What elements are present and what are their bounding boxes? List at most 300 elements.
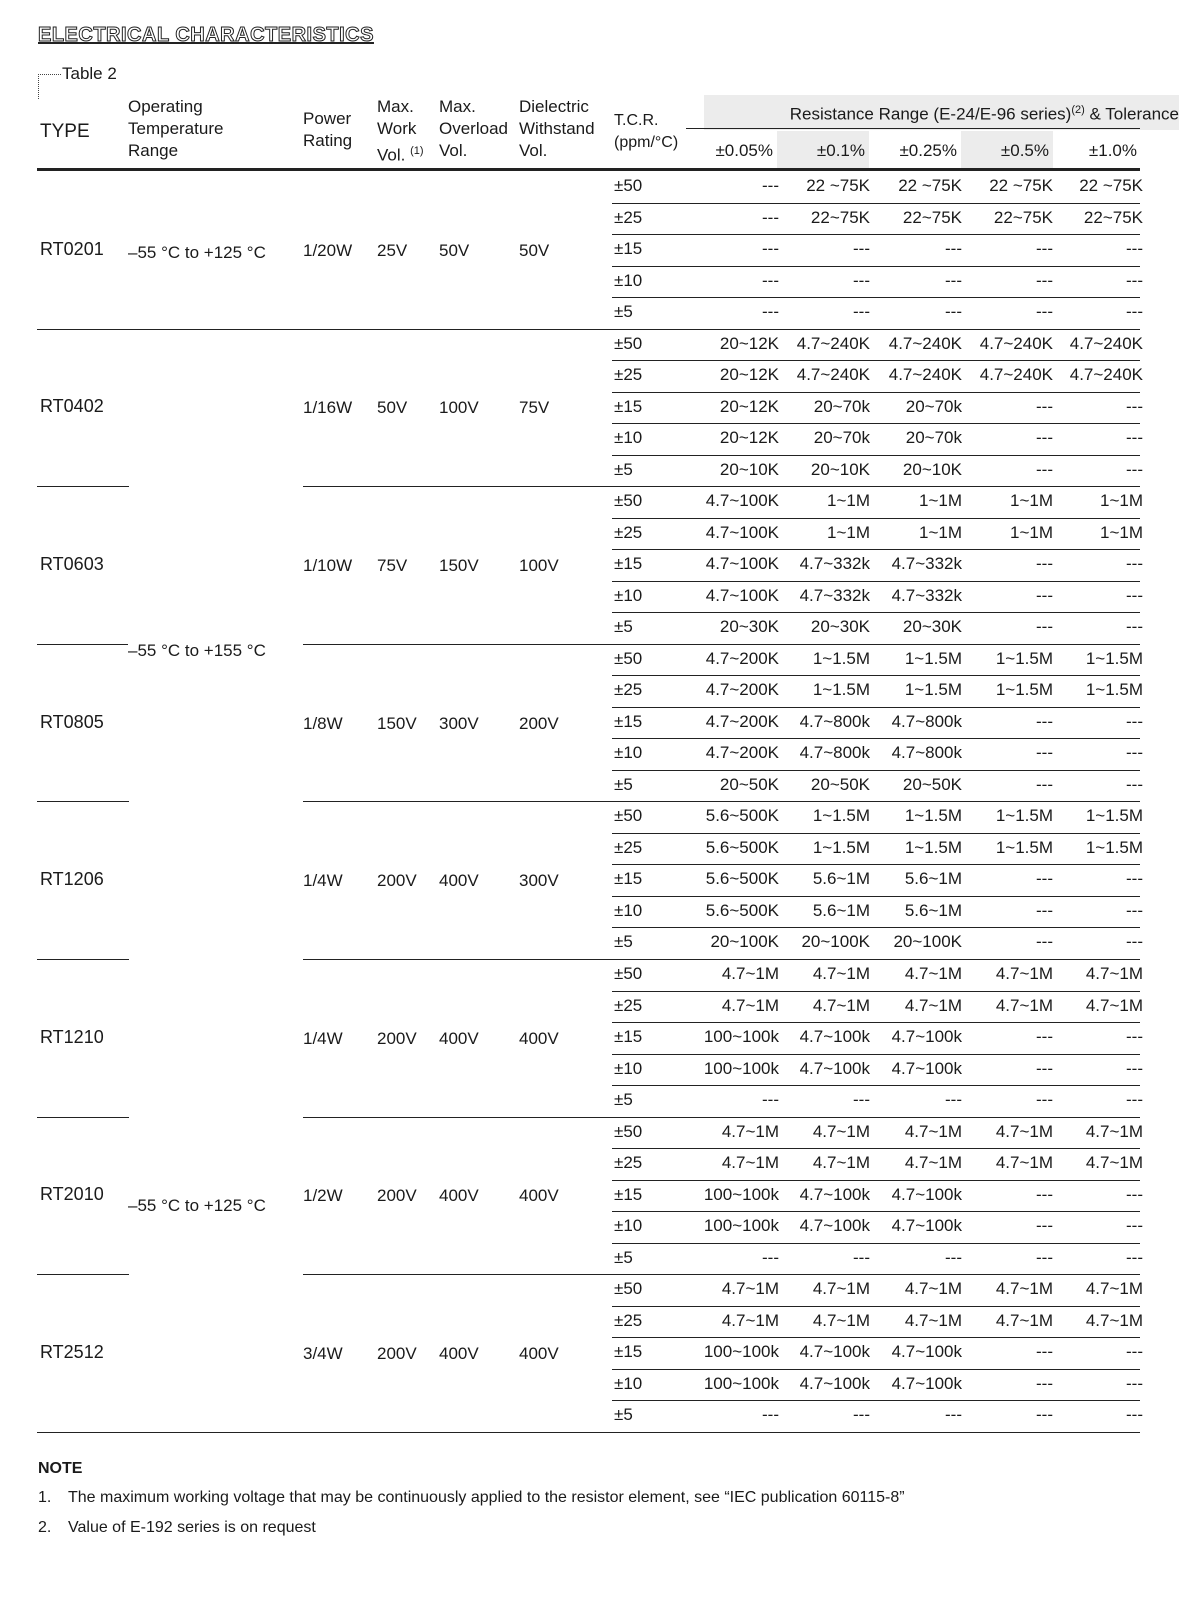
tcr-cell: ±5 <box>614 1405 633 1425</box>
group-divider <box>303 1117 1140 1118</box>
resistance-cell: 4.7~1M <box>812 964 870 983</box>
overload-voltage-cell: 300V <box>439 713 479 733</box>
resistance-cell: --- <box>762 176 779 195</box>
resistance-cell: --- <box>1036 711 1053 731</box>
header-op-temp-line: Temperature <box>128 119 224 138</box>
resistance-cell: --- <box>853 1405 870 1425</box>
header-resistance-range <box>704 99 1179 126</box>
resistance-cell: --- <box>1126 396 1143 416</box>
note-item <box>38 1489 905 1507</box>
resistance-cell: 1~1.5M <box>812 837 870 857</box>
resistance-cell: --- <box>1126 617 1143 637</box>
resistance-cell: 1~1.5M <box>904 648 962 668</box>
resistance-cell: 20~100K <box>801 932 870 952</box>
resistance-cell: 4.7~332k <box>799 585 870 605</box>
resistance-cell: 4.7~1M <box>1085 1310 1143 1330</box>
power-cell: 1/4W <box>303 1028 343 1048</box>
resistance-cell: 4.7~100k <box>799 1216 870 1236</box>
tcr-cell: ±5 <box>614 774 633 794</box>
resistance-cell: 4.7~1M <box>721 1310 779 1330</box>
resistance-cell: 20~10K <box>810 459 870 479</box>
resistance-cell: --- <box>853 302 870 321</box>
resistance-cell: 20~30K <box>810 617 870 637</box>
resistance-cell: --- <box>1036 932 1053 952</box>
overload-voltage-cell: 400V <box>439 871 479 891</box>
header-bottom-rule <box>37 168 1140 171</box>
type-cell: RT0201 <box>40 238 104 259</box>
row-divider <box>612 1054 1140 1055</box>
resistance-cell: --- <box>1036 900 1053 920</box>
row-divider <box>612 360 1140 361</box>
row-divider <box>612 1337 1140 1338</box>
tcr-cell: ±50 <box>614 1279 643 1299</box>
resistance-cell: --- <box>1036 554 1053 574</box>
group-divider <box>303 1274 1140 1275</box>
power-cell: 3/4W <box>303 1344 343 1363</box>
group-divider <box>37 644 129 645</box>
type-cell: RT0805 <box>40 711 104 732</box>
header-max-overload <box>439 96 508 162</box>
row-divider <box>612 1369 1140 1370</box>
tcr-cell: ±50 <box>614 806 643 826</box>
resistance-cell: 5.6~1M <box>904 869 962 889</box>
header-op-temp-line: Range <box>128 141 179 160</box>
resistance-cell: 20~10K <box>719 459 779 479</box>
resistance-cell: 1~1M <box>827 522 870 542</box>
resistance-cell: --- <box>1036 869 1053 889</box>
row-divider <box>612 455 1140 456</box>
tolerance-header: ±1.0% <box>1088 141 1137 160</box>
resistance-cell: 4.7~1M <box>904 1310 962 1330</box>
resistance-cell: 4.7~332k <box>891 554 962 574</box>
resistance-cell: 1~1.5M <box>812 648 870 668</box>
tcr-cell: ±50 <box>614 648 643 668</box>
note-heading: NOTE <box>38 1460 83 1477</box>
note-number: 1. <box>38 1489 52 1506</box>
tcr-cell: ±25 <box>614 995 643 1015</box>
resistance-cell: --- <box>1036 1216 1053 1236</box>
tcr-cell: ±50 <box>614 491 643 511</box>
resistance-cell: --- <box>762 1405 779 1425</box>
temp-range-rt2010: –55 °C to +125 °C <box>128 1196 266 1215</box>
resistance-cell: 4.7~1M <box>812 1153 870 1173</box>
resistance-cell: 4.7~1M <box>721 1153 779 1173</box>
resistance-cell: --- <box>1126 743 1143 763</box>
resistance-cell: 4.7~1M <box>995 1121 1053 1141</box>
resistance-cell: 22~75K <box>993 207 1053 227</box>
resistance-cell: 4.7~800k <box>799 743 870 763</box>
resistance-cell: 4.7~240K <box>888 333 962 353</box>
resistance-cell: 1~1M <box>827 491 870 511</box>
resistance-cell: 4.7~100k <box>799 1058 870 1078</box>
resistance-cell: 20~70k <box>905 428 962 448</box>
resistance-cell: 4.7~1M <box>995 1153 1053 1173</box>
resistance-cell: 4.7~100K <box>705 522 779 542</box>
resistance-cell: --- <box>762 302 779 321</box>
resistance-cell: 100~100k <box>703 1027 779 1046</box>
resistance-cell: --- <box>1126 869 1143 889</box>
table-label-bracket <box>38 74 61 99</box>
work-voltage-cell: 150V <box>377 713 417 733</box>
note-number: 2. <box>38 1519 52 1536</box>
header-power-line: Rating <box>303 131 353 150</box>
resistance-cell: 22~75K <box>902 207 962 227</box>
tcr-cell: ±25 <box>614 522 643 542</box>
resistance-cell: 20~50K <box>719 774 779 794</box>
resistance-cell: --- <box>945 270 962 290</box>
group-divider <box>37 959 129 960</box>
header-type: TYPE <box>40 121 90 142</box>
resistance-cell: 1~1.5M <box>1085 680 1143 700</box>
row-divider <box>612 549 1140 550</box>
resistance-cell: --- <box>1036 1247 1053 1267</box>
resistance-cell: 5.6~500K <box>705 900 779 920</box>
resistance-cell: 4.7~240K <box>979 365 1053 385</box>
header-power <box>303 108 352 152</box>
resistance-cell: 4.7~100k <box>891 1373 962 1393</box>
resistance-cell: 5.6~500K <box>705 837 779 857</box>
section-title: ELECTRICAL CHARACTERISTICS <box>38 24 374 46</box>
overload-voltage-cell: 150V <box>439 556 479 575</box>
resistance-cell: 1~1.5M <box>1085 648 1143 668</box>
resistance-cell: 100~100k <box>703 1216 779 1236</box>
power-cell: 1/4W <box>303 871 343 891</box>
resistance-cell: 5.6~1M <box>812 900 870 920</box>
resistance-cell: 4.7~100k <box>891 1216 962 1236</box>
dielectric-voltage-cell: 50V <box>519 240 550 260</box>
row-divider <box>612 1148 1140 1149</box>
resistance-cell: --- <box>1126 585 1143 605</box>
resistance-cell: --- <box>762 1247 779 1267</box>
table-bottom-rule <box>37 1432 1140 1433</box>
tcr-cell: ±10 <box>614 428 643 448</box>
resistance-cell: --- <box>1126 1405 1143 1425</box>
resistance-cell: 4.7~200K <box>705 680 779 700</box>
power-cell: 1/20W <box>303 240 353 260</box>
dielectric-voltage-cell: 400V <box>519 1344 559 1363</box>
header-tcr <box>614 110 678 154</box>
row-divider <box>612 392 1140 393</box>
tolerance-header: ±0.25% <box>899 141 957 160</box>
resistance-cell: 4.7~100k <box>799 1342 870 1362</box>
resistance-cell: 5.6~500K <box>705 869 779 889</box>
tolerance-header: ±0.5% <box>961 131 1053 170</box>
work-voltage-cell: 200V <box>377 871 417 891</box>
table-label-text: Table 2 <box>62 64 117 83</box>
resistance-cell: --- <box>1036 239 1053 258</box>
tcr-cell: ±5 <box>614 1090 633 1109</box>
row-divider <box>612 518 1140 519</box>
footnote-ref-1: (1) <box>410 145 424 157</box>
tcr-cell: ±5 <box>614 617 633 637</box>
resistance-cell: --- <box>1036 585 1053 605</box>
resistance-cell: 4.7~1M <box>995 1310 1053 1330</box>
header-max-work-line: Work <box>377 119 417 138</box>
row-divider <box>612 1306 1140 1307</box>
resistance-cell: 20~100K <box>893 932 962 952</box>
resistance-cell: 4.7~100k <box>799 1373 870 1393</box>
resistance-cell: 20~30K <box>902 617 962 637</box>
resistance-cell: 4.7~100k <box>799 1027 870 1046</box>
group-divider <box>37 1117 129 1118</box>
type-cell: RT1206 <box>40 869 104 890</box>
row-divider <box>612 738 1140 739</box>
resistance-cell: 4.7~1M <box>721 964 779 983</box>
resistance-cell: 4.7~1M <box>904 1153 962 1173</box>
header-max-work-line: Max. <box>377 97 414 116</box>
tcr-cell: ±25 <box>614 365 643 385</box>
resistance-cell: --- <box>853 270 870 290</box>
type-cell: RT2512 <box>40 1342 104 1362</box>
row-divider <box>612 991 1140 992</box>
resistance-cell: 1~1M <box>919 491 962 511</box>
tcr-cell: ±25 <box>614 837 643 857</box>
work-voltage-cell: 200V <box>377 1344 417 1363</box>
resistance-cell: 4.7~1M <box>721 995 779 1015</box>
row-divider <box>612 864 1140 865</box>
tcr-cell: ±10 <box>614 270 643 290</box>
resistance-cell: --- <box>1036 617 1053 637</box>
tolerance-header: ±0.05% <box>715 141 773 160</box>
resistance-cell: 4.7~332k <box>891 585 962 605</box>
dielectric-voltage-cell: 75V <box>519 398 550 418</box>
group-divider <box>37 801 129 802</box>
resistance-cell: 4.7~800k <box>799 711 870 731</box>
tcr-cell: ±25 <box>614 1310 643 1330</box>
resistance-cell: --- <box>945 239 962 258</box>
header-dielectric-line: Vol. <box>519 141 548 160</box>
resistance-cell: 20~50K <box>810 774 870 794</box>
resistance-cell: --- <box>1126 459 1143 479</box>
resistance-cell: --- <box>1126 1184 1143 1204</box>
power-cell: 1/10W <box>303 556 353 575</box>
resistance-cell: 4.7~1M <box>995 995 1053 1015</box>
row-divider <box>612 203 1140 204</box>
resistance-cell: 20~70k <box>905 396 962 416</box>
resistance-cell: --- <box>1126 302 1143 321</box>
resistance-cell: --- <box>1126 774 1143 794</box>
resistance-cell: 1~1.5M <box>1085 806 1143 826</box>
tcr-cell: ±10 <box>614 1373 643 1393</box>
resistance-cell: --- <box>762 207 779 227</box>
resistance-cell: 4.7~1M <box>812 995 870 1015</box>
resistance-cell: 4.7~200K <box>705 743 779 763</box>
power-cell: 1/2W <box>303 1186 343 1206</box>
tcr-cell: ±10 <box>614 1216 643 1236</box>
row-divider <box>612 675 1140 676</box>
header-max-overload-line: Max. <box>439 97 476 116</box>
resistance-cell: 20~10K <box>902 459 962 479</box>
tcr-cell: ±15 <box>614 1184 643 1204</box>
resistance-cell: --- <box>1126 1058 1143 1078</box>
header-divider <box>686 128 1140 129</box>
resistance-cell: --- <box>945 1090 962 1109</box>
resistance-cell: --- <box>1036 774 1053 794</box>
resistance-cell: 22 ~75K <box>989 176 1053 195</box>
tcr-cell: ±10 <box>614 900 643 920</box>
resistance-cell: 22 ~75K <box>1079 176 1143 195</box>
tcr-cell: ±25 <box>614 1153 643 1173</box>
resistance-cell: 1~1.5M <box>995 680 1053 700</box>
tcr-cell: ±5 <box>614 932 633 952</box>
resistance-cell: --- <box>1036 1027 1053 1046</box>
resistance-cell: --- <box>1126 554 1143 574</box>
resistance-cell: --- <box>1126 900 1143 920</box>
resistance-cell: 20~70k <box>813 428 870 448</box>
header-resistance-text: Resistance Range (E-24/E-96 series) <box>789 104 1072 124</box>
type-cell: RT2010 <box>40 1184 104 1205</box>
tcr-cell: ±25 <box>614 207 643 227</box>
resistance-cell: --- <box>1126 1027 1143 1046</box>
row-divider <box>612 423 1140 424</box>
resistance-cell: 100~100k <box>703 1342 779 1362</box>
row-divider <box>612 1243 1140 1244</box>
header-max-work <box>377 96 424 167</box>
resistance-cell: 4.7~100k <box>891 1027 962 1046</box>
tolerance-header: ±0.1% <box>777 131 869 170</box>
resistance-cell: --- <box>1036 1058 1053 1078</box>
resistance-cell: 22 ~75K <box>898 176 962 195</box>
resistance-cell: 22~75K <box>1083 207 1143 227</box>
resistance-cell: 20~30K <box>719 617 779 637</box>
resistance-cell: --- <box>853 239 870 258</box>
header-op-temp <box>128 96 223 162</box>
type-cell: RT0402 <box>40 396 104 417</box>
resistance-cell: 22~75K <box>810 207 870 227</box>
resistance-cell: 4.7~1M <box>904 1279 962 1299</box>
resistance-cell: 4.7~1M <box>995 964 1053 983</box>
header-max-overload-line: Vol. <box>439 141 468 160</box>
tcr-cell: ±10 <box>614 1058 643 1078</box>
group-divider <box>37 1274 129 1275</box>
resistance-cell: 22 ~75K <box>806 176 870 195</box>
type-cell: RT1210 <box>40 1026 104 1047</box>
resistance-cell: --- <box>762 270 779 290</box>
resistance-cell: --- <box>1126 1247 1143 1267</box>
work-voltage-cell: 75V <box>377 556 408 575</box>
resistance-cell: 100~100k <box>703 1058 779 1078</box>
resistance-cell: 4.7~100k <box>891 1058 962 1078</box>
resistance-cell: 4.7~1M <box>904 964 962 983</box>
header-tcr-line: T.C.R. <box>614 112 659 129</box>
resistance-cell: 4.7~100K <box>705 491 779 511</box>
row-divider <box>612 297 1140 298</box>
resistance-cell: 4.7~240K <box>979 333 1053 353</box>
resistance-cell: 20~12K <box>719 396 779 416</box>
resistance-cell: 4.7~1M <box>1085 964 1143 983</box>
resistance-cell: --- <box>1126 1090 1143 1109</box>
resistance-cell: --- <box>1126 270 1143 290</box>
overload-voltage-cell: 400V <box>439 1186 479 1206</box>
header-max-overload-line: Overload <box>439 119 508 138</box>
resistance-cell: --- <box>1036 302 1053 321</box>
row-divider <box>612 707 1140 708</box>
resistance-cell: 4.7~200K <box>705 711 779 731</box>
resistance-cell: 20~12K <box>719 365 779 385</box>
type-cell: RT0603 <box>40 554 104 574</box>
resistance-cell: 1~1.5M <box>812 680 870 700</box>
resistance-cell: 4.7~1M <box>812 1279 870 1299</box>
resistance-cell: 1~1.5M <box>995 806 1053 826</box>
resistance-cell: 4.7~240K <box>796 333 870 353</box>
resistance-cell: 4.7~332k <box>799 554 870 574</box>
overload-voltage-cell: 400V <box>439 1344 479 1363</box>
resistance-cell: 100~100k <box>703 1373 779 1393</box>
resistance-cell: 4.7~800k <box>891 743 962 763</box>
resistance-cell: --- <box>1036 459 1053 479</box>
resistance-cell: 1~1M <box>1010 522 1053 542</box>
resistance-cell: 1~1M <box>919 522 962 542</box>
resistance-cell: --- <box>1126 1342 1143 1362</box>
note-text: Value of E-192 series is on request <box>68 1519 316 1536</box>
resistance-cell: 4.7~240K <box>1069 333 1143 353</box>
group-divider <box>303 801 1140 802</box>
group-divider <box>303 486 1140 487</box>
header-dielectric-line: Dielectric <box>519 97 589 116</box>
resistance-cell: 20~100K <box>710 932 779 952</box>
resistance-cell: --- <box>1036 270 1053 290</box>
resistance-cell: 1~1.5M <box>1085 837 1143 857</box>
overload-voltage-cell: 50V <box>439 240 470 260</box>
row-divider <box>612 1400 1140 1401</box>
tcr-cell: ±5 <box>614 459 633 479</box>
resistance-cell: 1~1.5M <box>812 806 870 826</box>
resistance-cell: 4.7~1M <box>721 1121 779 1141</box>
resistance-cell: 4.7~1M <box>1085 995 1143 1015</box>
tcr-cell: ±15 <box>614 1342 643 1362</box>
resistance-cell: 5.6~500K <box>705 806 779 826</box>
resistance-cell: 4.7~1M <box>1085 1279 1143 1299</box>
header-max-work-line <box>377 140 424 167</box>
header-dielectric <box>519 96 595 162</box>
resistance-cell: 4.7~1M <box>1085 1153 1143 1173</box>
row-divider <box>612 266 1140 267</box>
resistance-cell: --- <box>1036 743 1053 763</box>
resistance-cell: --- <box>1036 396 1053 416</box>
footnote-ref-2: (2) <box>1071 104 1085 116</box>
resistance-cell: --- <box>762 239 779 258</box>
tcr-cell: ±15 <box>614 711 643 731</box>
header-tcr-line: (ppm/°C) <box>614 134 679 151</box>
resistance-cell: --- <box>945 302 962 321</box>
resistance-cell: --- <box>1126 711 1143 731</box>
resistance-cell: 1~1.5M <box>904 680 962 700</box>
group-divider <box>303 644 1140 645</box>
resistance-cell: 4.7~240K <box>1069 365 1143 385</box>
resistance-cell: --- <box>945 1247 962 1267</box>
resistance-cell: --- <box>1126 1216 1143 1236</box>
tcr-cell: ±10 <box>614 585 643 605</box>
resistance-cell: 5.6~1M <box>904 900 962 920</box>
resistance-cell: --- <box>1036 1405 1053 1425</box>
group-divider <box>37 486 129 487</box>
row-divider <box>612 234 1140 235</box>
group-divider <box>37 329 1140 330</box>
work-voltage-cell: 200V <box>377 1186 417 1206</box>
resistance-cell: 4.7~1M <box>721 1279 779 1299</box>
header-tolerance-text: & Tolerance <box>1084 104 1179 124</box>
tcr-cell: ±15 <box>614 1027 643 1046</box>
resistance-cell: --- <box>1036 1184 1053 1204</box>
resistance-cell: 1~1M <box>1100 491 1143 511</box>
resistance-cell: 4.7~1M <box>812 1310 870 1330</box>
row-divider <box>612 1211 1140 1212</box>
overload-voltage-cell: 400V <box>439 1028 479 1048</box>
temp-range-rt0201: –55 °C to +125 °C <box>128 243 266 262</box>
dielectric-voltage-cell: 100V <box>519 556 559 575</box>
resistance-cell: 20~50K <box>902 774 962 794</box>
overload-voltage-cell: 100V <box>439 398 479 418</box>
